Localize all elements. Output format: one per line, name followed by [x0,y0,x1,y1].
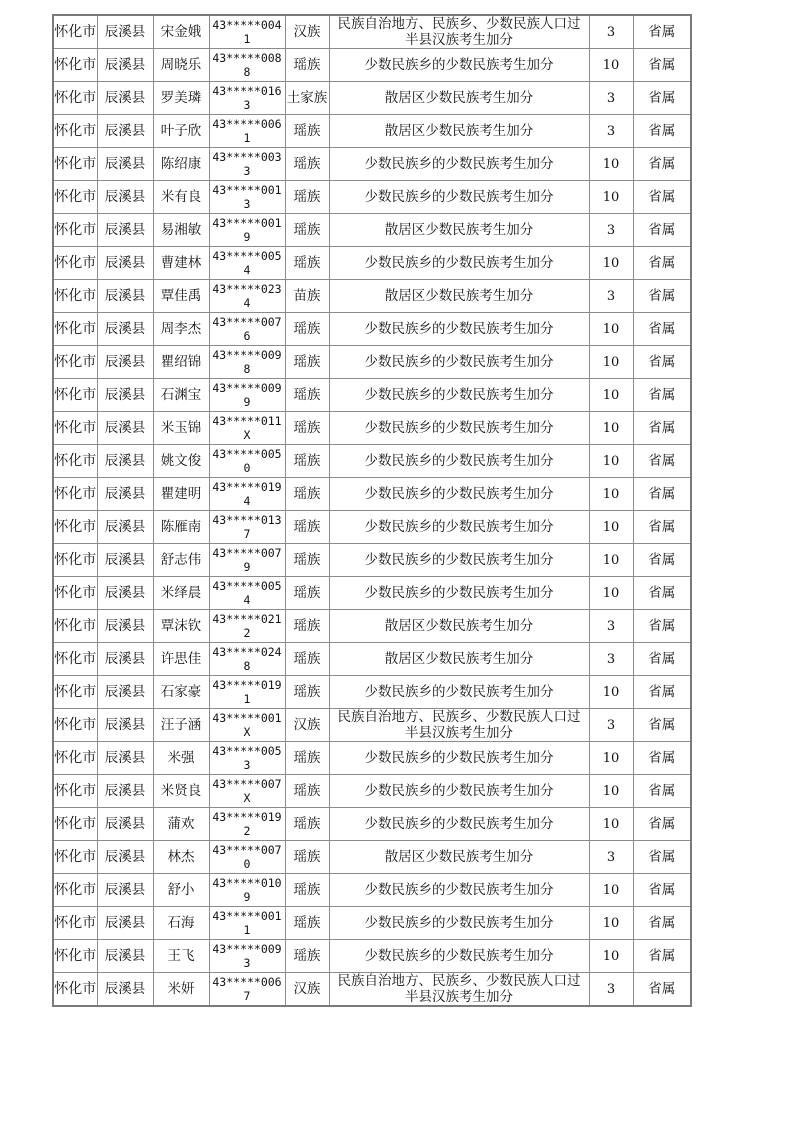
table-row [53,181,691,214]
city-cell: 怀化市 [53,874,97,907]
ethnicity-cell: 瑶族 [285,610,329,643]
bonus-points-cell: 10 [589,346,633,379]
id-number-cell: 43*****0067 [209,973,285,1007]
table-row [53,115,691,148]
bonus-item-cell: 少数民族乡的少数民族考生加分 [329,940,589,973]
bonus-item-cell: 少数民族乡的少数民族考生加分 [329,775,589,808]
id-number-cell: 43*****0088 [209,49,285,82]
city-cell: 怀化市 [53,49,97,82]
bonus-points-cell: 10 [589,49,633,82]
bonus-points-cell: 10 [589,445,633,478]
county-cell: 辰溪县 [97,15,153,49]
county-cell: 辰溪县 [97,874,153,907]
ethnicity-cell: 瑶族 [285,412,329,445]
table-row [53,874,691,907]
bonus-points-cell: 3 [589,709,633,742]
id-number-cell: 43*****0061 [209,115,285,148]
ethnicity-cell: 苗族 [285,280,329,313]
ethnicity-cell: 瑶族 [285,49,329,82]
table-row [53,412,691,445]
county-cell: 辰溪县 [97,379,153,412]
level-cell: 省属 [633,775,691,808]
city-cell: 怀化市 [53,346,97,379]
id-number-cell: 43*****0194 [209,478,285,511]
ethnicity-cell: 瑶族 [285,577,329,610]
bonus-item-cell: 散居区少数民族考生加分 [329,280,589,313]
county-cell: 辰溪县 [97,115,153,148]
bonus-points-cell: 10 [589,148,633,181]
ethnicity-cell: 瑶族 [285,742,329,775]
county-cell: 辰溪县 [97,577,153,610]
table-row [53,577,691,610]
bonus-item-cell: 少数民族乡的少数民族考生加分 [329,874,589,907]
name-cell: 石渊宝 [153,379,209,412]
ethnicity-cell: 瑶族 [285,544,329,577]
id-number-cell: 43*****0248 [209,643,285,676]
table-row [53,709,691,742]
city-cell: 怀化市 [53,181,97,214]
city-cell: 怀化市 [53,742,97,775]
city-cell: 怀化市 [53,709,97,742]
id-number-cell: 43*****0093 [209,940,285,973]
id-number-cell: 43*****0163 [209,82,285,115]
county-cell: 辰溪县 [97,610,153,643]
name-cell: 瞿绍锦 [153,346,209,379]
city-cell: 怀化市 [53,280,97,313]
ethnicity-cell: 瑶族 [285,676,329,709]
table-row [53,82,691,115]
id-number-cell: 43*****0054 [209,247,285,280]
county-cell: 辰溪县 [97,709,153,742]
bonus-points-cell: 3 [589,214,633,247]
city-cell: 怀化市 [53,775,97,808]
county-cell: 辰溪县 [97,346,153,379]
level-cell: 省属 [633,874,691,907]
name-cell: 周晓乐 [153,49,209,82]
level-cell: 省属 [633,643,691,676]
city-cell: 怀化市 [53,907,97,940]
table-row [53,643,691,676]
bonus-points-cell: 10 [589,676,633,709]
table-row [53,49,691,82]
bonus-item-cell: 少数民族乡的少数民族考生加分 [329,445,589,478]
bonus-points-cell: 10 [589,511,633,544]
county-cell: 辰溪县 [97,82,153,115]
table-row [53,148,691,181]
ethnicity-cell: 瑶族 [285,379,329,412]
table-row [53,15,691,49]
bonus-item-cell: 民族自治地方、民族乡、少数民族人口过半县汉族考生加分 [329,709,589,742]
county-cell: 辰溪县 [97,181,153,214]
bonus-points-cell: 10 [589,874,633,907]
id-number-cell: 43*****0212 [209,610,285,643]
ethnicity-cell: 瑶族 [285,907,329,940]
city-cell: 怀化市 [53,610,97,643]
county-cell: 辰溪县 [97,412,153,445]
bonus-item-cell: 少数民族乡的少数民族考生加分 [329,676,589,709]
level-cell: 省属 [633,115,691,148]
bonus-points-cell: 10 [589,907,633,940]
table-row [53,511,691,544]
bonus-item-cell: 少数民族乡的少数民族考生加分 [329,544,589,577]
level-cell: 省属 [633,841,691,874]
ethnicity-cell: 瑶族 [285,115,329,148]
name-cell: 易湘敏 [153,214,209,247]
bonus-points-cell: 3 [589,82,633,115]
bonus-points-cell: 3 [589,15,633,49]
name-cell: 罗美璘 [153,82,209,115]
level-cell: 省属 [633,577,691,610]
bonus-item-cell: 散居区少数民族考生加分 [329,841,589,874]
ethnicity-cell: 瑶族 [285,940,329,973]
name-cell: 陈雁南 [153,511,209,544]
level-cell: 省属 [633,478,691,511]
id-number-cell: 43*****001X [209,709,285,742]
bonus-points-cell: 10 [589,940,633,973]
level-cell: 省属 [633,49,691,82]
table-row [53,940,691,973]
city-cell: 怀化市 [53,82,97,115]
bonus-item-cell: 少数民族乡的少数民族考生加分 [329,907,589,940]
table-row [53,280,691,313]
id-number-cell: 43*****0011 [209,907,285,940]
ethnicity-cell: 汉族 [285,973,329,1007]
city-cell: 怀化市 [53,544,97,577]
id-number-cell: 43*****0050 [209,445,285,478]
bonus-item-cell: 少数民族乡的少数民族考生加分 [329,181,589,214]
city-cell: 怀化市 [53,808,97,841]
county-cell: 辰溪县 [97,478,153,511]
bonus-item-cell: 散居区少数民族考生加分 [329,610,589,643]
id-number-cell: 43*****0099 [209,379,285,412]
id-number-cell: 43*****007X [209,775,285,808]
bonus-points-cell: 10 [589,379,633,412]
city-cell: 怀化市 [53,214,97,247]
bonus-points-cell: 3 [589,610,633,643]
id-number-cell: 43*****0137 [209,511,285,544]
ethnicity-cell: 土家族 [285,82,329,115]
bonus-item-cell: 少数民族乡的少数民族考生加分 [329,511,589,544]
id-number-cell: 43*****0076 [209,313,285,346]
bonus-item-cell: 少数民族乡的少数民族考生加分 [329,742,589,775]
county-cell: 辰溪县 [97,544,153,577]
id-number-cell: 43*****0054 [209,577,285,610]
level-cell: 省属 [633,412,691,445]
bonus-item-cell: 少数民族乡的少数民族考生加分 [329,148,589,181]
ethnicity-cell: 瑶族 [285,247,329,280]
id-number-cell: 43*****011X [209,412,285,445]
bonus-item-cell: 民族自治地方、民族乡、少数民族人口过半县汉族考生加分 [329,973,589,1007]
bonus-points-cell: 10 [589,808,633,841]
name-cell: 米绎晨 [153,577,209,610]
name-cell: 瞿建明 [153,478,209,511]
level-cell: 省属 [633,940,691,973]
name-cell: 石家豪 [153,676,209,709]
table-row [53,676,691,709]
county-cell: 辰溪县 [97,49,153,82]
id-number-cell: 43*****0192 [209,808,285,841]
name-cell: 许思佳 [153,643,209,676]
bonus-points-cell: 3 [589,841,633,874]
table-row [53,610,691,643]
bonus-item-cell: 少数民族乡的少数民族考生加分 [329,379,589,412]
city-cell: 怀化市 [53,643,97,676]
bonus-points-cell: 3 [589,115,633,148]
city-cell: 怀化市 [53,412,97,445]
bonus-item-cell: 民族自治地方、民族乡、少数民族人口过半县汉族考生加分 [329,15,589,49]
county-cell: 辰溪县 [97,511,153,544]
table-row [53,775,691,808]
bonus-item-cell: 少数民族乡的少数民族考生加分 [329,313,589,346]
level-cell: 省属 [633,445,691,478]
id-number-cell: 43*****0109 [209,874,285,907]
id-number-cell: 43*****0053 [209,742,285,775]
ethnicity-cell: 瑶族 [285,478,329,511]
ethnicity-cell: 汉族 [285,15,329,49]
name-cell: 宋金娥 [153,15,209,49]
county-cell: 辰溪县 [97,214,153,247]
bonus-points-cell: 10 [589,478,633,511]
name-cell: 米玉锦 [153,412,209,445]
level-cell: 省属 [633,379,691,412]
city-cell: 怀化市 [53,445,97,478]
city-cell: 怀化市 [53,15,97,49]
name-cell: 蒲欢 [153,808,209,841]
name-cell: 姚文俊 [153,445,209,478]
table-row [53,907,691,940]
table-row [53,313,691,346]
level-cell: 省属 [633,313,691,346]
table-row [53,214,691,247]
ethnicity-cell: 汉族 [285,709,329,742]
bonus-item-cell: 散居区少数民族考生加分 [329,82,589,115]
ethnicity-cell: 瑶族 [285,808,329,841]
bonus-item-cell: 散居区少数民族考生加分 [329,643,589,676]
ethnicity-cell: 瑶族 [285,346,329,379]
ethnicity-cell: 瑶族 [285,841,329,874]
name-cell: 叶子欣 [153,115,209,148]
name-cell: 舒小 [153,874,209,907]
name-cell: 王飞 [153,940,209,973]
city-cell: 怀化市 [53,973,97,1007]
name-cell: 米强 [153,742,209,775]
table-row [53,742,691,775]
name-cell: 米有良 [153,181,209,214]
county-cell: 辰溪县 [97,973,153,1007]
city-cell: 怀化市 [53,115,97,148]
county-cell: 辰溪县 [97,841,153,874]
county-cell: 辰溪县 [97,742,153,775]
bonus-points-cell: 10 [589,313,633,346]
bonus-points-cell: 10 [589,544,633,577]
bonus-item-cell: 少数民族乡的少数民族考生加分 [329,247,589,280]
ethnicity-cell: 瑶族 [285,445,329,478]
level-cell: 省属 [633,610,691,643]
city-cell: 怀化市 [53,379,97,412]
level-cell: 省属 [633,181,691,214]
bonus-points-cell: 3 [589,973,633,1007]
bonus-points-cell: 3 [589,643,633,676]
city-cell: 怀化市 [53,313,97,346]
id-number-cell: 43*****0070 [209,841,285,874]
ethnicity-cell: 瑶族 [285,511,329,544]
level-cell: 省属 [633,15,691,49]
table-body [53,15,691,1006]
ethnicity-cell: 瑶族 [285,148,329,181]
county-cell: 辰溪县 [97,643,153,676]
name-cell: 米妍 [153,973,209,1007]
name-cell: 覃沫钦 [153,610,209,643]
level-cell: 省属 [633,676,691,709]
name-cell: 周李杰 [153,313,209,346]
city-cell: 怀化市 [53,577,97,610]
ethnicity-cell: 瑶族 [285,643,329,676]
bonus-item-cell: 少数民族乡的少数民族考生加分 [329,412,589,445]
bonus-points-cell: 10 [589,742,633,775]
bonus-item-cell: 少数民族乡的少数民族考生加分 [329,577,589,610]
id-number-cell: 43*****0033 [209,148,285,181]
id-number-cell: 43*****0019 [209,214,285,247]
id-number-cell: 43*****0234 [209,280,285,313]
ethnicity-cell: 瑶族 [285,313,329,346]
county-cell: 辰溪县 [97,676,153,709]
table-row [53,544,691,577]
bonus-points-cell: 10 [589,247,633,280]
county-cell: 辰溪县 [97,907,153,940]
table-row [53,247,691,280]
table-row [53,841,691,874]
county-cell: 辰溪县 [97,313,153,346]
name-cell: 曹建林 [153,247,209,280]
table-row [53,973,691,1007]
ethnicity-cell: 瑶族 [285,181,329,214]
level-cell: 省属 [633,973,691,1007]
county-cell: 辰溪县 [97,445,153,478]
bonus-points-cell: 10 [589,412,633,445]
county-cell: 辰溪县 [97,775,153,808]
table-row [53,379,691,412]
name-cell: 石海 [153,907,209,940]
level-cell: 省属 [633,808,691,841]
bonus-points-cell: 10 [589,577,633,610]
bonus-points-cell: 10 [589,181,633,214]
bonus-item-cell: 少数民族乡的少数民族考生加分 [329,478,589,511]
county-cell: 辰溪县 [97,940,153,973]
table-row [53,808,691,841]
level-cell: 省属 [633,907,691,940]
level-cell: 省属 [633,709,691,742]
bonus-item-cell: 少数民族乡的少数民族考生加分 [329,49,589,82]
bonus-points-cell: 10 [589,775,633,808]
id-number-cell: 43*****0013 [209,181,285,214]
city-cell: 怀化市 [53,247,97,280]
bonus-item-cell: 散居区少数民族考生加分 [329,115,589,148]
id-number-cell: 43*****0041 [209,15,285,49]
county-cell: 辰溪县 [97,247,153,280]
city-cell: 怀化市 [53,148,97,181]
bonus-item-cell: 少数民族乡的少数民族考生加分 [329,808,589,841]
bonus-item-cell: 散居区少数民族考生加分 [329,214,589,247]
name-cell: 陈绍康 [153,148,209,181]
city-cell: 怀化市 [53,511,97,544]
ethnicity-cell: 瑶族 [285,775,329,808]
level-cell: 省属 [633,742,691,775]
city-cell: 怀化市 [53,940,97,973]
level-cell: 省属 [633,82,691,115]
ethnicity-cell: 瑶族 [285,214,329,247]
level-cell: 省属 [633,346,691,379]
bonus-item-cell: 少数民族乡的少数民族考生加分 [329,346,589,379]
county-cell: 辰溪县 [97,148,153,181]
table-row [53,346,691,379]
county-cell: 辰溪县 [97,280,153,313]
name-cell: 米贤良 [153,775,209,808]
level-cell: 省属 [633,511,691,544]
level-cell: 省属 [633,280,691,313]
city-cell: 怀化市 [53,478,97,511]
table-row [53,478,691,511]
level-cell: 省属 [633,214,691,247]
level-cell: 省属 [633,544,691,577]
level-cell: 省属 [633,148,691,181]
id-number-cell: 43*****0191 [209,676,285,709]
name-cell: 覃佳禹 [153,280,209,313]
level-cell: 省属 [633,247,691,280]
city-cell: 怀化市 [53,841,97,874]
bonus-points-cell: 3 [589,280,633,313]
ethnicity-cell: 瑶族 [285,874,329,907]
name-cell: 汪子涵 [153,709,209,742]
name-cell: 舒志伟 [153,544,209,577]
bonus-points-table [52,14,692,1007]
name-cell: 林杰 [153,841,209,874]
city-cell: 怀化市 [53,676,97,709]
id-number-cell: 43*****0098 [209,346,285,379]
table-row [53,445,691,478]
id-number-cell: 43*****0079 [209,544,285,577]
county-cell: 辰溪县 [97,808,153,841]
